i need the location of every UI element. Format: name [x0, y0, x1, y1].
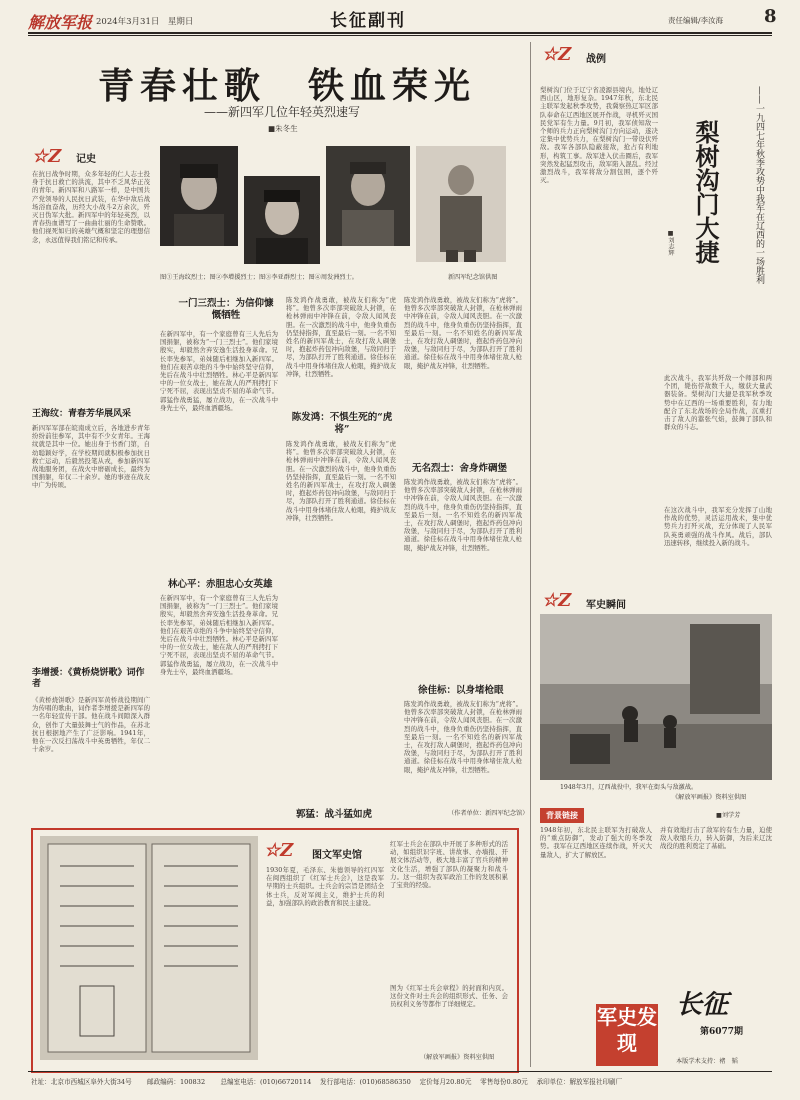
photo-caption: 图①王海纹烈士；图②李增援烈士；图③李亚群烈士；图④周发洲烈士。	[160, 274, 358, 281]
footer-distribution-phone: 发行部电话：(010)68586350	[320, 1078, 411, 1086]
subheading-lin-xinping: 林心平：赤胆忠心女英雄	[168, 579, 273, 590]
intro-paragraph: 在抗日战争时期，众多年轻的仁人志士投身于抗日救亡的洪流，其中不乏风华正茂的青年。新四军和八路军一样，是中国共产党领导的人民抗日武装，在华中敌后战场浴血奋战，历经大小战斗2万余次，歼灭日伪军大批。新四军中的年轻英烈，以青春热血谱写了一曲曲壮丽的生命赞歌。他们视死如归的英雄气概和坚定的理想信念，永远值得我们铭记和传承。	[32, 170, 150, 244]
academic-support: 本版学术支持：褚 韬	[676, 1058, 738, 1065]
portrait-photo-2	[244, 176, 320, 264]
issue-number: 第6077期	[700, 1027, 744, 1037]
background-paragraph-2: 并有效地打击了敌军的有生力量，迫使敌人收缩兵力，转入防御，为后来辽沈战役的胜利奠定了基础。	[660, 826, 772, 851]
battle-vertical-title: 梨树沟门大捷	[691, 120, 720, 264]
chen-fahong-paragraph: 陈发鸿作战勇敢，被战友们称为“虎将”。他曾多次率部突破敌人封锁，在枪林弹雨中冲锋在前，令敌人闻风丧胆。在一次激烈的战斗中，他身负重伤仍坚持指挥，直至最后一刻。一名不知姓名的新四军战士，在攻打敌人碉堡时，抱起炸药包冲向敌堡，与敌同归于尽，为部队打开了胜利通道。徐佳标在战斗中用身体堵住敌人枪眼，掩护战友冲锋，壮烈牺牲。	[286, 440, 396, 522]
subheading-three-martyrs: 一门三烈士：为信仰慷慨牺牲	[178, 298, 274, 321]
masthead-rule	[28, 32, 772, 34]
battle-photo-credit: 《解放军画报》资料室供图	[672, 794, 747, 801]
lin-xinping-paragraph: 在新四军中，有一个家庭曾有三人先后为国捐躯，被称为“一门三烈士”。他们家境殷实，却毅然舍弃安逸生活投身革命。兄长率先参军，弟妹随后相继加入新四军。他们在艰苦卓绝的斗争中始终坚守信仰，先后在战斗中壮烈牺牲。林心平是新四军中的一位女战士，她在敌人的严刑拷打下宁死不屈，表现出坚贞不屈的革命气节。郭猛作战勇猛，屡立战功，在一次战斗中身先士卒，最终血洒疆场。	[160, 594, 278, 676]
footer-monthly-price: 定价每月20.80元	[419, 1078, 472, 1086]
section-z-icon: ☆Z	[32, 146, 62, 167]
headline: 青春壮歌 铁血荣光	[98, 65, 477, 107]
newspaper-logo: 解放军报	[28, 13, 93, 32]
footer-phone: 总编室电话：(010)66720114	[220, 1078, 312, 1086]
portrait-photo-1	[160, 146, 238, 246]
xu-jiabiao-paragraph: 陈发鸿作战勇敢，被战友们称为“虎将”。他曾多次率部突破敌人封锁，在枪林弹雨中冲锋在前，令敌人闻风丧胆。在一次激烈的战斗中，他身负重伤仍坚持指挥，直至最后一刻。一名不知姓名的新四军战士，在攻打敌人碉堡时，抱起炸药包冲向敌堡，与敌同归于尽，为部队打开了胜利通道。徐佳标在战斗中用身体堵住敌人枪眼，掩护战友冲锋，壮烈牺牲。	[404, 700, 522, 774]
responsible-editor: 责任编辑/李汝海	[668, 16, 724, 25]
footer-bar	[31, 1076, 622, 1086]
changzheng-brand-title: 长征	[676, 990, 729, 1020]
pictorial-paragraph-3: 图为《红军士兵会章程》的封面和内页。这份文件对士兵会的组织形式、任务、会员权利义务等都作了详细规定。	[390, 984, 508, 1009]
military-history-discovery-seal: 军史发现	[596, 1004, 658, 1066]
battle-photo-caption: 1948年3月，辽西战役中，我军在街头与敌激战。	[560, 784, 698, 791]
pictorial-paragraph-2: 红军士兵会在部队中开展了多种形式的活动，如组织识字班、讲故事、办墙报、开展文体活动等，极大地丰富了官兵的精神文化生活，增强了部队的凝聚力和战斗力。这一组织为我军政治工作的发展积累了宝贵的经验。	[390, 840, 508, 890]
battle-vertical-subtitle: ——一九四七年秋季攻势中我军在辽西的一场胜利	[754, 86, 764, 284]
battle-paragraph-3: 在这次战斗中，我军充分发挥了山地作战的优势，灵活运用战术，集中优势兵力打歼灭战，充分体现了人民军队英勇顽强的战斗作风。战后，部队迅速转移，继续投入新的战斗。	[664, 506, 772, 547]
background-byline: ■刘学芳	[716, 812, 741, 819]
page-number: 8	[764, 6, 777, 27]
right-mid-paragraph-1: 陈发鸿作战勇敢，被战友们称为“虎将”。他曾多次率部突破敌人封锁，在枪林弹雨中冲锋在前，令敌人闻风丧胆。在一次激烈的战斗中，他身负重伤仍坚持指挥，直至最后一刻。一名不知姓名的新四军战士，在攻打敌人碉堡时，抱起炸药包冲向敌堡，与敌同归于尽，为部队打开了胜利通道。徐佳标在战斗中用身体堵住敌人枪眼，掩护战友冲锋，壮烈牺牲。	[404, 296, 522, 370]
battle-photo	[540, 614, 772, 780]
subheading-chen-fahong: 陈发鸿：不惧生死的“虎将”	[291, 412, 393, 435]
pictorial-history-title: 图文军史馆	[312, 850, 362, 861]
subheading-xu-jiabiao: 徐佳标：以身堵枪眼	[418, 685, 504, 696]
subheading-guo-meng: 郭猛：战斗猛如虎	[296, 809, 373, 820]
footer-rule	[28, 1071, 772, 1072]
background-link-badge: 背景链接	[540, 808, 584, 823]
footer-address: 社址：北京市西城区阜外大街34号	[31, 1078, 132, 1086]
subheadline: ——新四军几位年轻英烈速写	[204, 105, 361, 119]
column-divider-right	[530, 42, 531, 1067]
author-note: （作者单位：新四军纪念馆）	[448, 810, 529, 817]
pictorial-paragraph-1: 1930年夏，毛泽东、朱德领导的红四军在闽西组织了《红军士兵会》，这是我军早期的士兵组织。士兵会的宗旨是团结全体士兵，反对军阀主义，维护士兵的利益，加强部队的政治教育和民主建设。	[266, 866, 384, 907]
pictorial-z-icon: ☆Z	[264, 840, 294, 861]
subheading-li-zengyuan: 李增援：《黄桥烧饼歌》词作者	[32, 668, 145, 689]
masthead-rule-thin	[28, 35, 772, 36]
military-moment-title: 军史瞬间	[586, 600, 626, 611]
battle-example-z-icon: ☆Z	[542, 44, 572, 65]
section-title: 长征副刊	[330, 11, 406, 31]
battle-byline: ■刘志辉	[667, 230, 674, 256]
wang-haiwen-paragraph: 新四军军部在皖南成立后，各地进步青年纷纷前往参军，其中有不少女青年。王海纹就是其中一位。她出身于书香门第，自幼聪颖好学，在学校期间就积极参加抗日救亡运动，后毅然投笔从戎，参加新四军战地服务团，在战火中磨砺成长，最终为国捐躯，年仅二十余岁。她的事迹在战友中广为传颂。	[32, 424, 150, 490]
document-scan-photo	[40, 836, 258, 1060]
li-zengyuan-paragraph: 《黄桥烧饼歌》是新四军黄桥战役期间广为传唱的歌曲，词作者李增援是新四军的一名年轻宣传干部。他在战斗间隙深入群众，创作了大量鼓舞士气的作品，在苏北抗日根据地产生了广泛影响。1941年，他在一次反扫荡战斗中英勇牺牲，年仅二十余岁。	[32, 696, 150, 754]
military-moment-z-icon: ☆Z	[542, 590, 572, 611]
battle-paragraph-2: 此次战斗，我军共歼敌一个师部和两个团，毙伤俘敌数千人，缴获大量武器装备。梨树沟门大捷是我军秋季攻势中在辽西的一场重要胜利，有力地配合了东北战场的全局作战，沉重打击了敌人的嚣张气焰，鼓舞了部队和群众的斗志。	[664, 374, 772, 432]
section-record-history-title: 记史	[76, 154, 96, 165]
subheading-unknown-martyr: 无名烈士：舍身炸碉堡	[412, 463, 508, 474]
unknown-martyr-paragraph: 陈发鸿作战勇敢，被战友们称为“虎将”。他曾多次率部突破敌人封锁，在枪林弹雨中冲锋在前，令敌人闻风丧胆。在一次激烈的战斗中，他身负重伤仍坚持指挥，直至最后一刻。一名不知姓名的新四军战士，在攻打敌人碉堡时，抱起炸药包冲向敌堡，与敌同归于尽，为部队打开了胜利通道。徐佳标在战斗中用身体堵住敌人枪眼，掩护战友冲锋，壮烈牺牲。	[404, 478, 522, 552]
dateline: 2024年3月31日 星期日	[96, 17, 194, 27]
portrait-photo-4	[416, 146, 506, 262]
battle-paragraph-1: 梨树沟门位于辽宁省凌源县境内，地处辽西山区，地形复杂。1947年秋，东北民主联军发起秋季攻势，我冀察热辽军区部队奉命在辽西地区展开作战，寻机歼灭国民党军有生力量。9月初，我军侦知敌一个师的兵力正向梨树沟门方向运动，遂决定集中优势兵力，在梨树沟门一带设伏歼敌。我军各部队隐蔽接敌，抢占有利地形，构筑工事。敌军进入伏击圈后，我军突然发起猛烈攻击，敌军陷入混乱。经过激烈战斗，我军将敌分割包围，逐个歼灭。	[540, 86, 658, 185]
photo-credit: 新四军纪念馆供图	[448, 274, 498, 281]
mid-column-paragraph-1: 陈发鸿作战勇敢，被战友们称为“虎将”。他曾多次率部突破敌人封锁，在枪林弹雨中冲锋在前，令敌人闻风丧胆。在一次激烈的战斗中，他身负重伤仍坚持指挥，直至最后一刻。一名不知姓名的新四军战士，在攻打敌人碉堡时，抱起炸药包冲向敌堡，与敌同归于尽，为部队打开了胜利通道。徐佳标在战斗中用身体堵住敌人枪眼，掩护战友冲锋，壮烈牺牲。	[286, 296, 396, 378]
battle-example-title: 战例	[586, 54, 606, 65]
pictorial-credit: （解放军画报》资料室供图	[420, 1054, 495, 1061]
headline-byline: ■朱冬生	[268, 124, 298, 133]
background-paragraph-1: 1948年初，东北民主联军为打破敌人的“重点防御”，发动了强大的冬季攻势。我军在辽西地区连续作战，歼灭大量敌人，扩大了解放区。	[540, 826, 652, 859]
footer-single-price: 零售每份0.80元	[480, 1078, 528, 1086]
portrait-photo-3	[326, 146, 410, 246]
footer-printer: 承印单位：解放军报社印刷厂	[536, 1078, 623, 1086]
subheading-wang-haiwen: 王海纹：青春芳华展风采	[32, 409, 132, 419]
footer-postcode: 邮政编码：100832	[147, 1078, 206, 1086]
three-martyrs-paragraph: 在新四军中，有一个家庭曾有三人先后为国捐躯，被称为“一门三烈士”。他们家境殷实，却毅然舍弃安逸生活投身革命。兄长率先参军，弟妹随后相继加入新四军。他们在艰苦卓绝的斗争中始终坚守信仰，先后在战斗中壮烈牺牲。林心平是新四军中的一位女战士，她在敌人的严刑拷打下宁死不屈，表现出坚贞不屈的革命气节。郭猛作战勇猛，屡立战功，在一次战斗中身先士卒，最终血洒疆场。	[160, 330, 278, 412]
